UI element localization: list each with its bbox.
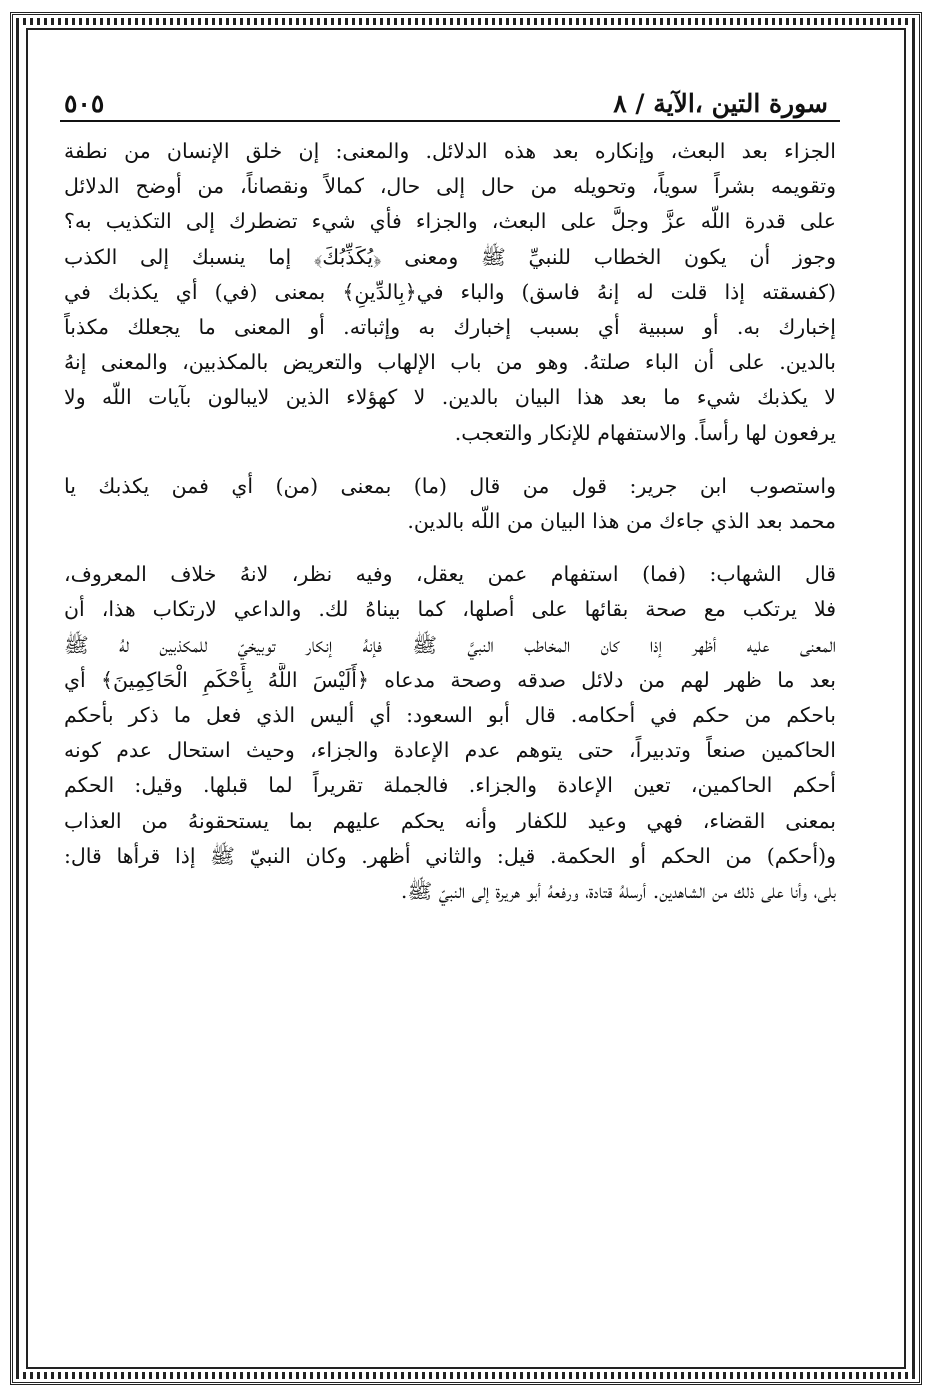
page-content bbox=[60, 70, 840, 909]
page-number: ٥٠٥ bbox=[64, 89, 105, 118]
text-line: يرفعون لها رأساً. والاستفهام للإنكار والتعجب. bbox=[454, 420, 836, 445]
paragraph-2 bbox=[60, 469, 840, 539]
text-line: واستصوب ابن جرير: قول من قال (ما) بمعنى (من) أي فمن يكذبك يا bbox=[64, 473, 836, 498]
text-line: وجوز أن يكون الخطاب للنبيِّ ﷺ ومعنى ﴿يُكَذِّبُكَ﴾ إما ينسبك إلى الكذب bbox=[64, 244, 836, 269]
running-header bbox=[60, 70, 840, 122]
text-line: بمعنى القضاء، فهي وعيد للكفار وأنه يحكم عليهم بما يستحقونهُ من العذاب bbox=[64, 808, 836, 833]
text-line: و(أحكم) من الحكم أو الحكمة. قيل: والثاني أظهر. وكان النبيّ ﷺ إذا قرأها قال: bbox=[64, 843, 836, 868]
text-line: على قدرة اللّه عزَّ وجلَّ على البعث، والجزاء فأي شيء تضطرك إلى التكذيب به؟ bbox=[64, 209, 836, 234]
text-line: لا يكذبك شيء ما بعد هذا البيان بالدين. لا كهؤلاء الذين لايبالون بآيات اللّه ولا bbox=[64, 385, 836, 410]
paragraph-1 bbox=[60, 134, 840, 451]
text-line: الحاكمين صنعاً وتدبيراً، حتى يتوهم عدم الإعادة والجزاء، وحيث استحال عدم كونه bbox=[64, 738, 836, 763]
text-line: بعد ما ظهر لهم من دلائل صدقه وصحة مدعاه ﴿أَلَيْسَ اللَّهُ بِأَحْكَمِ الْحَاكِمِينَ﴾ أي bbox=[64, 667, 836, 692]
text-line: المعنى عليه أظهر إذا كان المخاطب النبيَّ ﷺ فإنهُ إنكار توبيخيّ للمكذبين لهُ ﷺ bbox=[64, 632, 836, 657]
text-line: إخبارك به. أو سببية أي بسبب إخبارك به وإثباته. أو المعنى ما يجعلك مكذباً bbox=[64, 315, 836, 340]
text-line: أحكم الحاكمين، تعين الإعادة والجزاء. فالجملة تقريراً لما قبلها. وقيل: الحكم bbox=[64, 773, 836, 798]
text-line: فلا يرتكب مع صحة بقائها على أصلها، كما بيناهُ لك. والداعي لارتكاب هذا، أن bbox=[64, 597, 836, 622]
text-line: وتقويمه بشراً سوياً، وتحويله من حال إلى حال، كمالاً ونقصاناً، من أوضح الدلائل bbox=[64, 174, 836, 199]
text-line: قال الشهاب: (فما) استفهام عمن يعقل، وفيه نظر، لانهُ خلاف المعروف، bbox=[64, 562, 836, 587]
paragraph-3 bbox=[60, 557, 840, 909]
text-line: (كفسقته إذا قلت له إنهُ فاسق) والباء في﴿بِالدِّينِ﴾ بمعنى (في) أي يكذبك في bbox=[64, 279, 836, 304]
text-line: بلى، وأنا على ذلك من الشاهدين. أرسلهُ قتادة، ورفعهُ أبو هريرة إلى النبيّ ﷺ. bbox=[400, 879, 836, 904]
text-line: الجزاء بعد البعث، وإنكاره بعد هذه الدلائل. والمعنى: إن خلق الإنسان من نطفة bbox=[64, 139, 836, 163]
text-line: محمد بعد الذي جاءك من هذا البيان من اللّه بالدين. bbox=[407, 509, 836, 534]
surah-title: سورة التين ،الآية / ٨ bbox=[613, 89, 828, 118]
text-line: باحكم من حكم في أحكامه. قال أبو السعود: أي أليس الذي فعل ما ذكر بأحكم bbox=[64, 703, 836, 728]
text-line: بالدين. على أن الباء صلتهُ. وهو من باب الإلهاب والتعريض بالمكذبين، والمعنى إنهُ bbox=[64, 350, 836, 375]
